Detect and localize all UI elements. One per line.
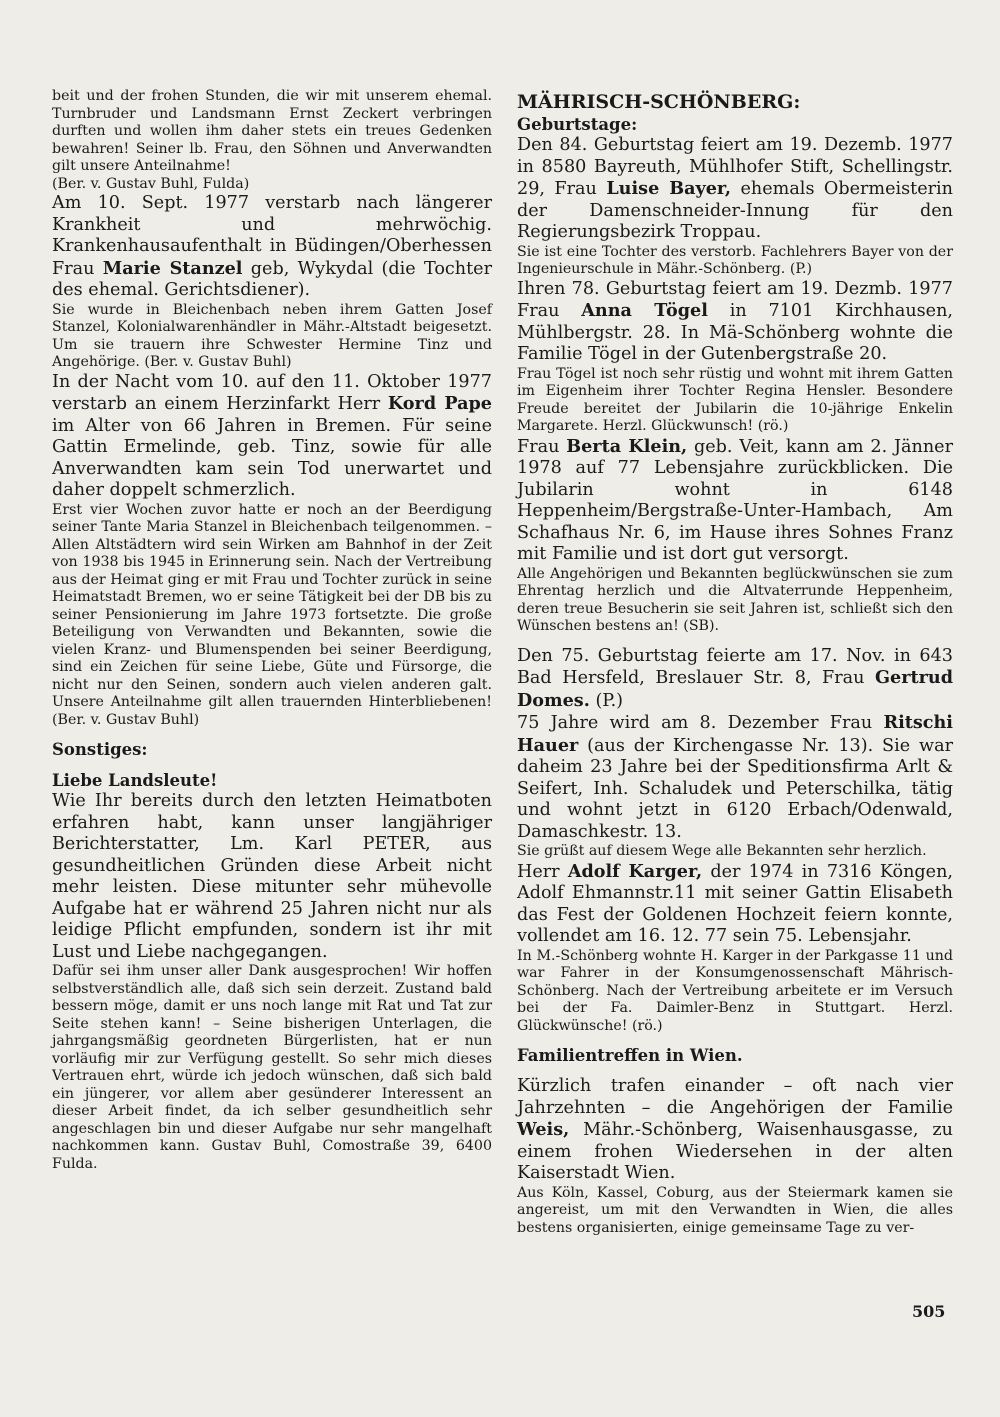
- birthday-domes: Den 75. Geburtstag feierte am 17. Nov. in 643 Bad Hersfeld, Breslauer Str. 8, Frau Gertrud Domes. (P.): [517, 645, 953, 711]
- birthday-bayer-note: Sie ist eine Tochter des verstorb. Fachlehrers Bayer von der Ingenieurschule in Mähr.-Schönberg. (P.): [517, 243, 953, 277]
- section-heading-sonstiges: Sonstiges:: [52, 740, 148, 759]
- person-name: Marie Stanzel: [102, 257, 243, 279]
- person-name: Anna Tögel: [581, 300, 708, 321]
- birthday-klein: Frau Berta Klein, geb. Veit, kann am 2. Jänner 1978 auf 77 Lebensjahre zurückblicken. Die Jubilarin wohnt in 6148 Heppenheim/Bergstraße-Unter-Hambach, Am Schafhaus Nr. 6, im Hause ihres Sohnes Franz mit Familie und ist dort gut versorgt.: [517, 435, 953, 564]
- person-name: Gertrud Domes.: [517, 667, 953, 711]
- family-reunion-text: Kürzlich trafen einander – oft nach vier Jahrzehnten – die Angehörigen der Familie Weis, Mähr.-Schönberg, Waisenhausgasse, zu einem frohen Wiedersehen in der alten Kaiserstadt Wien.: [517, 1076, 954, 1183]
- birthday-klein-note: Alle Angehörigen und Bekannten beglückwünschen sie zum Ehrentag herzlich und die Altvaterrunde Heppenheim, deren treue Besucherin sie seit Jahren ist, schließt sich den Wünschen bestens an! (SB).: [517, 565, 953, 634]
- obituary-stanzel: Am 10. Sept. 1977 verstarb nach längerer Krankheit und mehrwöchig. Krankenhausaufenthalt in Büdingen/Oberhessen Frau Marie Stanzel geb, Wykydal (die Tochter des ehemal. Gerichtsdiener).: [52, 193, 492, 300]
- birthday-toegel: Ihren 78. Geburtstag feiert am 19. Dezmb. 1977 Frau Anna Tögel in 7101 Kirchhausen, Mühlbergstr. 28. In Mä-Schönberg wohnte die Familie Tögel in der Gutenbergstraße 20.: [517, 278, 954, 364]
- landsleute-note: Dafür sei ihm unser aller Dank ausgesprochen! Wir hoffen selbstverständlich alle, daß sich sein derzeit. Zustand bald bessern möge, damit er uns noch lange mit Rat und Tat zur Seite stehen kann! – Seine bisherigen Unterlagen, die jahrgangsmäßig geordneten Bürgerlisten, hat er nun vorläufig mir zur Verfügung gestellt. So sehr mich dieses Vertrauen ehrt, würde ich jedoch wünschen, daß sich bald ein jüngerer, vor allem aber gesünderer Interessent an dieser Arbeit findet, da ich selber gesundheitlich sehr angeschlagen bin und dieser Aufgabe nur sehr mangelhaft nachkommen kann. Gustav Buhl, Comostraße 39, 6400 Fulda.: [52, 963, 492, 1172]
- person-name: Weis,: [517, 1119, 570, 1140]
- obituary-zeckert-text: beit und der frohen Stunden, die wir mit unserem ehemal. Turnbruder und Landsmann Ernst Zeckert verbringen durften und wollen ihm daher stets ein treues Gedenken bewahren! Seiner lb. Frau, den Söhnen und Anverwandten gilt unsere Anteilnahme!: [52, 88, 492, 174]
- heading-family-reunion: Familientreffen in Wien.: [517, 1046, 743, 1065]
- birthday-bayer: Den 84. Geburtstag feiert am 19. Dezemb. 1977 in 8580 Bayreuth, Mühlhofer Stift, Schellingstr. 29, Frau Luise Bayer, ehemals Obermeisterin der Damenschneider-Innung für den Regierungsbezirk Troppau.: [517, 135, 954, 242]
- obituary-stanzel-note: Sie wurde in Bleichenbach neben ihrem Gatten Josef Stanzel, Kolonialwarenhändler in Mähr.-Altstadt beigesetzt. Um sie trauern ihre Schwester Hermine Tinz und Angehörige. (Ber. v. Gustav Buhl): [52, 301, 492, 370]
- obituary-pape: In der Nacht vom 10. auf den 11. Oktober 1977 verstarb an einem Herzinfarkt Herr Kord Pape im Alter von 66 Jahren in Bremen. Für seine Gattin Ermelinde, geb. Tinz, sowie für alle Anverwandten kam sein Tod unerwartet und daher doppelt schmerzlich.: [52, 371, 492, 500]
- person-name: Luise Bayer,: [606, 178, 732, 199]
- birthday-toegel-note: Frau Tögel ist noch sehr rüstig und wohnt mit ihrem Gatten im Eigenheim ihrer Tochter Regina Hensler. Besondere Freude bereitet der Jubilarin die 10-jährige Enkelin Margarete. Herzl. Glückwunsch! (rö.): [517, 365, 953, 434]
- person-name: Kord Pape: [387, 393, 492, 414]
- person-name: Ritschi Hauer: [517, 712, 953, 756]
- page-number: 505: [912, 1302, 946, 1321]
- birthday-karger-note: In M.-Schönberg wohnte H. Karger in der Parkgasse 11 und war Fahrer in der Konsumgenossenschaft Mährisch-Schönberg. Nach der Vertreibung arbeitete er im Versuch bei der Fa. Daimler-Benz in Stuttgart. Herzl. Glückwünsche! (rö.): [517, 947, 953, 1034]
- section-heading-town: MÄHRISCH-SCHÖNBERG:: [517, 91, 801, 113]
- heading-liebe-landsleute: Liebe Landsleute!: [52, 771, 218, 790]
- person-name: Berta Klein,: [566, 435, 688, 457]
- birthday-hauer-note: Sie grüßt auf diesem Wege alle Bekannten sehr herzlich.: [517, 843, 927, 859]
- birthday-hauer: 75 Jahre wird am 8. Dezember Frau Ritschi Hauer (aus der Kirchengasse Nr. 13). Sie war daheim 23 Jahre bei der Speditionsfirma Arlt & Seifert, Inh. Schaludek und Peterschilka, tätig und wohnt jetzt in 6120 Erbach/Odenwald, Damaschkestr. 13.: [517, 712, 953, 842]
- family-reunion-note: Aus Köln, Kassel, Coburg, aus der Steiermark kamen sie angereist, um mit den Verwandten in Wien, die alles bestens organisierten, einige gemeinsame Tage zu ver-: [517, 1184, 953, 1236]
- heading-birthdays: Geburtstage:: [517, 115, 638, 134]
- right-column: [517, 88, 953, 1237]
- birthday-karger: Herr Adolf Karger, der 1974 in 7316 Köngen, Adolf Ehmannstr.11 mit seiner Gattin Elisabeth das Fest der Goldenen Hochzeit feiern konnte, vollendet am 16. 12. 77 sein 75. Lebensjahr.: [517, 860, 954, 946]
- landsleute-text: Wie Ihr bereits durch den letzten Heimatboten erfahren habt, kann unser langjähriger Berichterstatter, Lm. Karl PETER, aus gesundheitlichen Gründen diese Arbeit nicht mehr leisten. Diese mitunter sehr mühevolle Aufgabe hat er während 25 Jahren nicht nur als leidige Pflicht empfunden, sondern ist ihr mit Lust und Liebe nachgegangen.: [52, 791, 492, 962]
- left-column: [52, 88, 492, 1173]
- obituary-zeckert-source: (Ber. v. Gustav Buhl, Fulda): [52, 175, 250, 192]
- person-name: Adolf Karger,: [567, 860, 703, 882]
- obituary-pape-note: Erst vier Wochen zuvor hatte er noch an der Beerdigung seiner Tante Maria Stanzel in Bleichenbach teilgenommen. – Allen Altstädtern wird sein Wirken am Bahnhof in der Zeit von 1938 bis 1945 in Erinnerung sein. Nach der Vertreibung aus der Heimat ging er mit Frau und Tochter zurück in seine Heimatstadt Bremen, wo er seine Tätigkeit bei der DB bis zu seiner Pensionierung im Jahre 1973 fortsetzte. Die große Beteiligung von Verwandten und Bekannten, sowie die vielen Kranz- und Blumenspenden bei seiner Beerdigung, sind ein Zeichen für seine Liebe, Güte und Fürsorge, die nicht nur den Seinen, sondern auch vielen anderen galt. Unsere Anteilnahme gilt allen trauernden Hinterbliebenen! (Ber. v. Gustav Buhl): [52, 501, 492, 728]
